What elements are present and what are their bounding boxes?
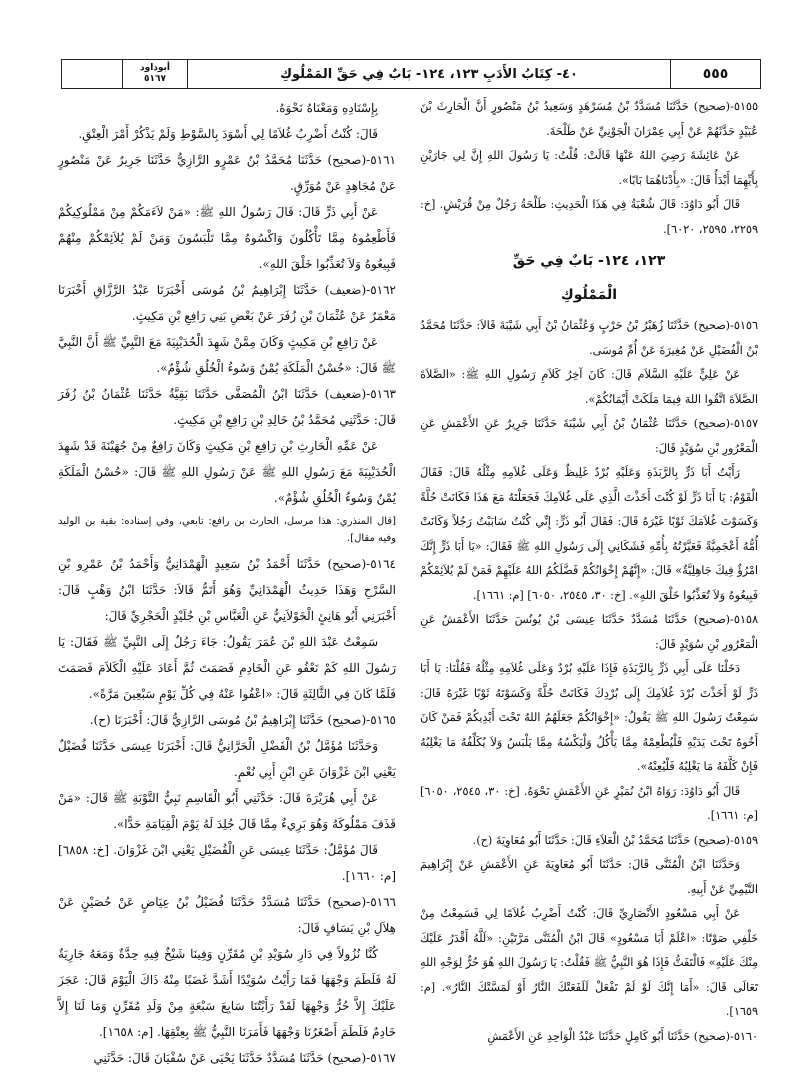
- hadith-text: قَالَ أَبُو دَاوُدَ: رَوَاهُ ابْنُ نُمَيْرٍ عَنِ الأَعْمَشِ نَحْوَهُ. [خ: ٣٠، ٢٥٤٥، ٦٠٥٠] [م: ١٦٦١].: [420, 784, 758, 822]
- hadith-text: عَنْ عَائِشَةَ رَضِيَ اللهُ عَنْهَا قَالَتْ: قُلْتُ: يَا رَسُولَ اللهِ إِنَّ لِي جَارَيْنِ بِأَيِّهِمَا أَبْدَأُ قَالَ: «بِأَدْنَاهُمَا بَابًا».: [420, 149, 758, 187]
- chapter-heading: ١٢٣، ١٢٤- بَابٌ فِي حَقِّ: [512, 253, 666, 269]
- hadith-isnad: ٥١٥٨-(صحيح) حَدَّثَنَا مُسَدَّدٌ حَدَّثَنَا عِيسَى بْنُ يُونُسَ حَدَّثَنَا الأَعْمَشُ عَنِ الْمَعْرُورِ بْنِ سُوَيْدٍ قَالَ:: [420, 613, 758, 651]
- hadith-text: بِإِسْنَادِهِ وَمَعْنَاهُ نَحْوَهُ.: [275, 101, 378, 115]
- hadith-text: وَحَدَّثَنَا ابْنُ الْمُثَنَّى قَالَ: حَدَّثَنَا أَبُو مُعَاوِيَةَ عَنِ الأَعْمَشِ عَنْ إِبْرَاهِيمَ التَّيْمِيِّ عَنْ أَبِيهِ.: [420, 858, 758, 896]
- page-number: ٥٥٥: [670, 60, 760, 88]
- header-empty-cell: [62, 60, 122, 88]
- hadith-isnad: ٥١٦١-(صحيح) حَدَّثَنَا مُحَمَّدُ بْنُ عَمْرٍو الرَّازِيُّ حَدَّثَنَا جَرِيرٌ عَنْ مَنْصُورٍ عَنْ مُجَاهِدٍ عَنْ مُوَرِّقٍ.: [58, 153, 396, 193]
- hadith-isnad: ٥١٦٣-(ضعيف) حَدَّثَنَا ابْنُ الْمُصَفَّى حَدَّثَنَا بَقِيَّةُ حَدَّثَنَا عُثْمَانُ بْنُ زُفَرَ قَالَ: حَدَّثَنِي مُحَمَّدُ بْنُ خَالِدِ بْنِ رَافِعِ بْنِ مَكِيثٍ.: [58, 387, 396, 427]
- hadith-text: عَنْ عَمِّهِ الْحَارِثِ بْنِ رَافِعِ بْنِ مَكِيثٍ وَكَانَ رَافِعٌ مِنْ جُهَيْنَةَ قَدْ شَهِدَ الْحُدَيْبِيَةَ مَعَ رَسُولِ اللهِ ﷺ عَنْ رَسُولِ اللهِ ﷺ قَالَ: «حُسْنُ الْمَلَكَةِ يُمْنٌ وَسُوءُ الْخُلُقِ شُؤْمٌ».: [58, 439, 396, 505]
- hadith-text: عَنْ أَبِي هُرَيْرَةَ قَالَ: حَدَّثَنِي أَبُو الْقَاسِمِ نَبِيُّ التَّوْبَةِ ﷺ قَالَ: «مَنْ قَذَفَ مَمْلُوكَهُ وَهُوَ بَرِيءٌ مِمَّا قَالَ جُلِدَ لَهُ يَوْمَ الْقِيَامَةِ حَدًّا».: [58, 791, 396, 831]
- hadith-isnad: ٥١٥٩-(صحيح) حَدَّثَنَا مُحَمَّدُ بْنُ الْعَلاَءِ قَالَ: حَدَّثَنَا أَبُو مُعَاوِيَةَ (ح).: [472, 833, 758, 847]
- hadith-isnad: ٥١٦٧-(صحيح) حَدَّثَنَا مُسَدَّدٌ حَدَّثَنَا يَحْيَى عَنْ سُفْيَانَ قَالَ: حَدَّثَنِي: [93, 1051, 396, 1065]
- hadith-text: عَنْ أَبِي ذَرٍّ قَالَ: قَالَ رَسُولُ اللهِ ﷺ: «مَنْ لاَءَمَكُمْ مِنْ مَمْلُوكِيكُمْ فَأَطْعِمُوهُ مِمَّا تَأْكُلُونَ وَاكْسُوهُ مِمَّا تَلْبَسُونَ وَمَنْ لَمْ يُلاَئِمْكُمْ مِنْهُمْ فَبِيعُوهُ وَلاَ تُعَذِّبُوا خَلْقَ اللهِ».: [58, 205, 396, 271]
- hadith-isnad: ٥١٥٧-(صحيح) حَدَّثَنَا عُثْمَانُ بْنُ أَبِي شَيْبَةَ حَدَّثَنَا جَرِيرٌ عَنِ الأَعْمَشِ عَنِ الْمَعْرُورِ بْنِ سُوَيْدٍ قَالَ:: [420, 417, 758, 455]
- hadith-isnad: ٥١٦٢-(ضعيف) حَدَّثَنَا إِبْرَاهِيمُ بْنُ مُوسَى أَخْبَرَنَا عَبْدُ الرَّزَّاقِ أَخْبَرَنَا مَعْمَرٌ عَنْ عُثْمَانَ بْنِ زُفَرَ عَنْ بَعْضِ بَنِي رَافِعِ بْنِ مَكِيثٍ.: [58, 283, 396, 323]
- chapter-heading: الْمَمْلُوكِ: [560, 287, 618, 303]
- hadith-text: عَنْ رَافِعِ بْنِ مَكِيثٍ وَكَانَ مِمَّنْ شَهِدَ الْحُدَيْبِيَةَ مَعَ النَّبِيِّ ﷺ أَنَّ النَّبِيَّ ﷺ قَالَ: «حُسْنُ الْمَلَكَةِ يُمْنٌ وَسُوءُ الْخُلُقِ شُؤْمٌ».: [58, 335, 396, 375]
- chapter-title: ٤٠- كِتَابُ الأَدَبِ ١٢٣، ١٢٤- بَابٌ فِي حَقِّ المَمْلُوكِ: [187, 60, 670, 88]
- hadith-isnad: ٥١٦٠-(صحيح) حَدَّثَنَا أَبُو كَامِلٍ حَدَّثَنَا عَبْدُ الْوَاحِدِ عَنِ الأَعْمَشِ: [487, 1029, 758, 1043]
- hadith-text: رَأَيْتُ أَبَا ذَرٍّ بِالرَّبَذَةِ وَعَلَيْهِ بُرْدٌ غَلِيظٌ وَعَلَى غُلاَمِهِ مِثْلُهُ قَالَ: فَقَالَ الْقَوْمُ: يَا أَبَا ذَرٍّ لَوْ كُنْتَ أَخَذْتَ الَّذِي عَلَى غُلاَمِكَ فَجَعَلْتَهُ مَعَ هَذَا فَكَانَتْ حُلَّةً وَكَسَوْتَ غُلاَمَكَ ثَوْبًا غَيْرَهُ قَالَ: فَقَالَ أَبُو ذَرٍّ: إِنِّي كُنْتُ سَابَبْتُ رَجُلاً وَكَانَتْ أُمُّهُ أَعْجَمِيَّةً فَعَيَّرْتُهُ بِأُمِّهِ فَشَكَانِي إِلَى رَسُولِ اللهِ ﷺ فَقَالَ: «يَا أَبَا ذَرٍّ إِنَّكَ امْرُؤٌ فِيكَ جَاهِلِيَّةٌ» قَالَ: «إِنَّهُمْ إِخْوَانُكُمْ فَضَّلَكُمُ اللهُ عَلَيْهِمْ فَمَنْ لَمْ يُلاَئِمْكُمْ فَبِيعُوهُ وَلاَ تُعَذِّبُوا خَلْقَ اللهِ». [خ: ٣٠، ٢٥٤٥، ٦٠٥٠] [م: ١٦٦١].: [420, 466, 758, 602]
- hadith-text: عَنْ عَلِيٍّ عَلَيْهِ السَّلاَم قَالَ: كَانَ آخِرُ كَلاَمِ رَسُولِ اللهِ ﷺ: «الصَّلاَةَ الصَّلاَةَ اتَّقُوا اللهَ فِيمَا مَلَكَتْ أَيْمَانُكُمْ».: [420, 368, 758, 406]
- book-reference: [122, 60, 187, 88]
- hadith-text: دَخَلْنَا عَلَى أَبِي ذَرٍّ بِالرَّبَذَةِ فَإِذَا عَلَيْهِ بُرْدٌ وَعَلَى غُلاَمِهِ مِثْلُهُ فَقُلْنَا: يَا أَبَا ذَرٍّ لَوْ أَخَذْتَ بُرْدَ غُلاَمِكَ إِلَى بُرْدِكَ فَكَانَتْ حُلَّةً وَكَسَوْتَهُ ثَوْبًا غَيْرَهُ قَالَ: سَمِعْتُ رَسُولَ اللهِ ﷺ يَقُولُ: «إِخْوَانُكُمْ جَعَلَهُمُ اللهُ تَحْتَ أَيْدِيكُمْ فَمَنْ كَانَ أَخُوهُ تَحْتَ يَدَيْهِ فَلْيُطْعِمْهُ مِمَّا يَأْكُلُ وَلْيَكْسُهُ مِمَّا يَلْبَسُ وَلاَ يُكَلِّفُهُ مَا يَغْلِبُهُ فَإِنْ كَلَّفَهُ مَا يَغْلِبُهُ فَلْيُعِنْهُ».: [420, 662, 758, 773]
- page-header: [61, 59, 761, 89]
- hadith-isnad: ٥١٦٥-(صحيح) حَدَّثَنَا إِبْرَاهِيمُ بْنُ مُوسَى الرَّازِيُّ قَالَ: أَخْبَرَنَا (ح).: [89, 713, 396, 727]
- hadith-text: قَالَ مُؤَمَّلٌ: حَدَّثَنَا عِيسَى عَنِ الْفُضَيْلِ يَعْنِي ابْنَ غَزْوَانَ. [خ: ٦٨٥٨] [م: ١٦٦٠].: [58, 843, 396, 883]
- hadith-text: عَنْ أَبِي مَسْعُودٍ الأَنْصَارِيِّ قَالَ: كُنْتُ أَضْرِبُ غُلاَمًا لِي فَسَمِعْتُ مِنْ خَلْفِي صَوْتًا: «اعْلَمْ أَبَا مَسْعُودٍ» قَالَ ابْنُ الْمُثَنَّى مَرَّتَيْنِ: «لَلَّهُ أَقْدَرُ عَلَيْكَ مِنْكَ عَلَيْهِ» فَالْتَفَتُّ فَإِذَا هُوَ النَّبِيُّ ﷺ فَقُلْتُ: يَا رَسُولَ اللهِ هُوَ حُرٌّ لِوَجْهِ اللهِ تَعَالَى قَالَ: «أَمَا إِنَّكَ لَوْ لَمْ تَفْعَلْ لَلَفَعَتْكَ النَّارُ أَوْ لَمَسَّتْكَ النَّارُ». [م: ١٦٥٩].: [420, 907, 758, 1018]
- hadith-isnad: ٥١٦٦-(صحيح) حَدَّثَنَا مُسَدَّدٌ حَدَّثَنَا فُضَيْلُ بْنُ عِيَاضٍ عَنْ حُصَيْنٍ عَنْ هِلاَلِ بْنِ يَسَافٍ قَالَ:: [58, 895, 396, 935]
- footnote: [قال المنذري: هذا مرسل، الحارث بن رافع: تابعي، وفي إسناده: بقية بن الوليد وفيه مقال].: [58, 516, 396, 544]
- hadith-isnad: ٥١٥٦-(صحيح) حَدَّثَنَا زُهَيْرُ بْنُ حَرْبٍ وَعُثْمَانُ بْنُ أَبِي شَيْبَةَ قَالاَ: حَدَّثَنَا مُحَمَّدُ بْنُ الْفُضَيْلِ عَنْ مُغِيرَةَ عَنْ أُمِّ مُوسَى.: [420, 319, 758, 357]
- hadith-text: وَحَدَّثَنَا مُؤَمَّلُ بْنُ الْفَضْلِ الْحَرَّانِيُّ قَالَ: أَخْبَرَنَا عِيسَى حَدَّثَنَا فُضَيْلٌ يَعْنِي ابْنَ غَزْوَانَ عَنِ ابْنِ أَبِي نُعْمٍ.: [58, 739, 396, 779]
- hadith-text: قَالَ أَبُو دَاوُدَ: قَالَ شُعْبَةُ فِي هَذَا الْحَدِيثِ: طَلْحَةُ رَجُلٌ مِنْ قُرَيْشٍ. [خ: ٢٢٥٩، ٢٥٩٥، ٦٠٢٠].: [420, 198, 758, 236]
- book-name: أبوداود: [139, 63, 171, 73]
- left-column: [58, 95, 396, 1071]
- right-column: [420, 95, 758, 1049]
- hadith-isnad: ٥١٦٤-(صحيح) حَدَّثَنَا أَحْمَدُ بْنُ سَعِيدٍ الْهَمْدَانِيُّ وَأَحْمَدُ بْنُ عَمْرِو بْنِ السَّرْحِ وَهَذَا حَدِيثُ الْهَمْدَانِيِّ وَهُوَ أَتَمُّ قَالاَ: حَدَّثَنَا ابْنُ وَهْبٍ قَالَ: أَخْبَرَنِي أَبُو هَانِئٍ الْخَوْلاَنِيُّ عَنِ الْعَبَّاسِ بْنِ جُلَيْدٍ الْحَجْرِيِّ قَالَ:: [58, 557, 396, 623]
- hadith-isnad: ٥١٥٥-(صحيح) حَدَّثَنَا مُسَدَّدٌ بْنُ مُسَرْهَدٍ وَسَعِيدُ بْنُ مَنْصُورٍ أَنَّ الْحَارِثَ بْنَ عُبَيْدٍ حَدَّثَهُمْ عَنْ أَبِي عِمْرَانَ الْجَوْنِيِّ عَنْ طَلْحَةَ.: [420, 100, 758, 138]
- hadith-text: قَالَ: كُنْتُ أَضْرِبُ غُلاَمًا لِي أَسْوَدَ بِالسَّوْطِ وَلَمْ يَذْكُرْ أَمْرَ الْعِتْقِ.: [78, 127, 378, 141]
- hadith-text: سَمِعْتُ عَبْدَ اللهِ بْنَ عُمَرَ يَقُولُ: جَاءَ رَجُلٌ إِلَى النَّبِيِّ ﷺ فَقَالَ: يَا رَسُولَ اللهِ كَمْ نَعْفُو عَنِ الْخَادِمِ فَصَمَتَ ثُمَّ أَعَادَ عَلَيْهِ الْكَلاَمَ فَصَمَتَ فَلَمَّا كَانَ فِي الثَّالِثَةِ قَالَ: «اعْفُوا عَنْهُ فِي كُلِّ يَوْمٍ سَبْعِينَ مَرَّةً».: [58, 635, 396, 701]
- hadith-range: ٥١٦٧: [144, 74, 166, 84]
- hadith-text: كُنَّا نُزُولاً فِي دَارِ سُوَيْدِ بْنِ مُقَرِّنٍ وَفِينَا شَيْخٌ فِيهِ حِدَّةٌ وَمَعَهُ جَارِيَةٌ لَهُ فَلَطَمَ وَجْهَهَا فَمَا رَأَيْتُ سُوَيْدًا أَشَدَّ غَضَبًا مِنْهُ ذَاكَ الْيَوْمَ قَالَ: عَجَزَ عَلَيْكَ إِلاَّ حُرُّ وَجْهِهَا لَقَدْ رَأَيْتُنَا سَابِعَ سَبْعَةٍ مِنْ وَلَدِ مُقَرِّنٍ وَمَا لَنَا إِلاَّ خَادِمٌ فَلَطَمَ أَصْغَرُنَا وَجْهَهَا فَأَمَرَنَا النَّبِيُّ ﷺ بِعِتْقِهَا. [م: ١٦٥٨].: [58, 947, 396, 1039]
